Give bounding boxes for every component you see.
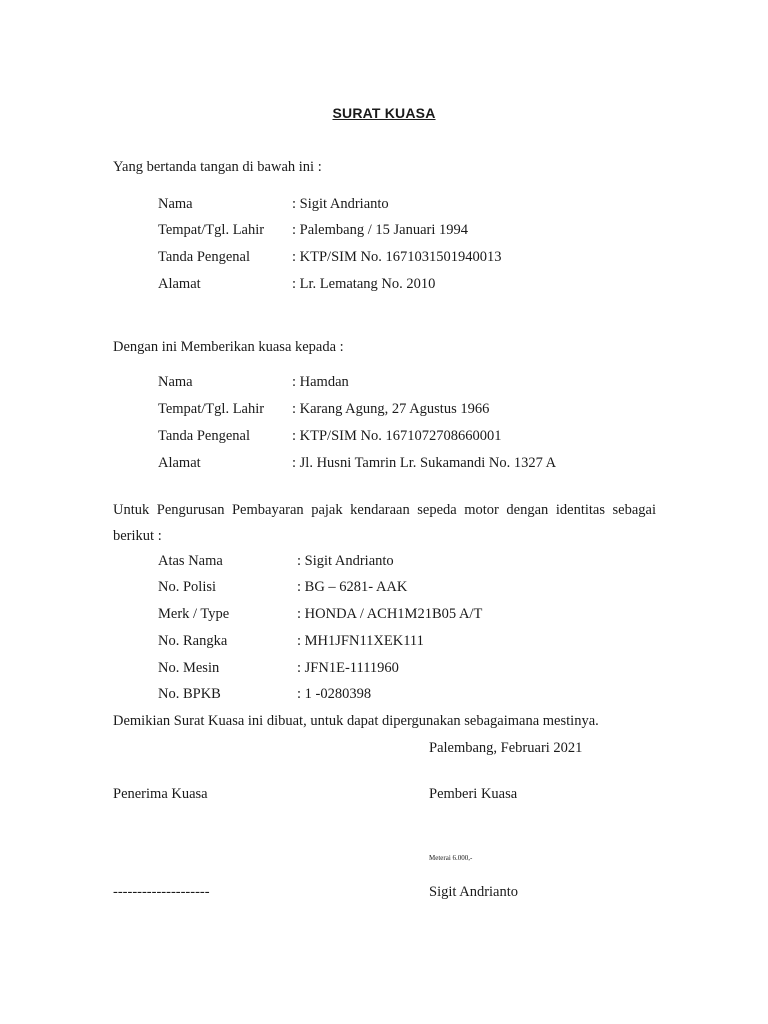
field-value: : MH1JFN11XEK111 [297, 633, 424, 649]
field-value: : Sigit Andrianto [297, 553, 394, 569]
field-value: : Jl. Husni Tamrin Lr. Sukamandi No. 1327 A [292, 455, 557, 471]
intro-text: Yang bertanda tangan di bawah ini : [113, 159, 322, 175]
giver-signature-name: Sigit Andrianto [429, 884, 519, 900]
giver-label: Pemberi Kuasa [429, 786, 518, 802]
field-value: : KTP/SIM No. 1671072708660001 [292, 428, 502, 444]
letter-title: SURAT KUASA [332, 105, 436, 121]
field-value: : BG – 6281- AAK [297, 579, 408, 595]
field-label: Nama [158, 196, 193, 212]
field-label: Alamat [158, 455, 201, 471]
field-value: : HONDA / ACH1M21B05 A/T [297, 606, 483, 622]
field-label: No. BPKB [158, 686, 221, 702]
field-label: Tanda Pengenal [158, 249, 250, 265]
field-label: Nama [158, 374, 193, 390]
field-value: : KTP/SIM No. 1671031501940013 [292, 249, 502, 265]
kuasa-intro-text: Dengan ini Memberikan kuasa kepada : [113, 339, 344, 355]
receiver-signature-line: -------------------- [113, 884, 210, 900]
field-value: : 1 -0280398 [297, 686, 372, 702]
field-value: : Sigit Andrianto [292, 196, 389, 212]
field-value: : Lr. Lematang No. 2010 [292, 276, 436, 292]
field-value: : Palembang / 15 Januari 1994 [292, 222, 468, 238]
materai-stamp-text: Meterai 6.000,- [429, 854, 473, 862]
field-label: No. Polisi [158, 579, 217, 595]
field-label: Atas Nama [158, 553, 223, 569]
field-label: Tempat/Tgl. Lahir [158, 222, 265, 238]
field-label: Tempat/Tgl. Lahir [158, 401, 265, 417]
field-value: : JFN1E-1111960 [297, 660, 399, 676]
field-label: No. Rangka [158, 633, 228, 649]
purpose-paragraph: Untuk Pengurusan Pembayaran pajak kendaraan sepeda motor dengan identitas sebagai berikut : [113, 502, 656, 544]
receiver-label: Penerima Kuasa [113, 786, 208, 802]
field-value: : Hamdan [292, 374, 349, 390]
field-label: Tanda Pengenal [158, 428, 250, 444]
field-label: No. Mesin [158, 660, 220, 676]
field-label: Merk / Type [158, 606, 230, 622]
closing-text: Demikian Surat Kuasa ini dibuat, untuk dapat dipergunakan sebagaimana mestinya. [113, 713, 599, 729]
field-label: Alamat [158, 276, 201, 292]
field-value: : Karang Agung, 27 Agustus 1966 [292, 401, 490, 417]
place-date: Palembang, Februari 2021 [429, 740, 583, 756]
